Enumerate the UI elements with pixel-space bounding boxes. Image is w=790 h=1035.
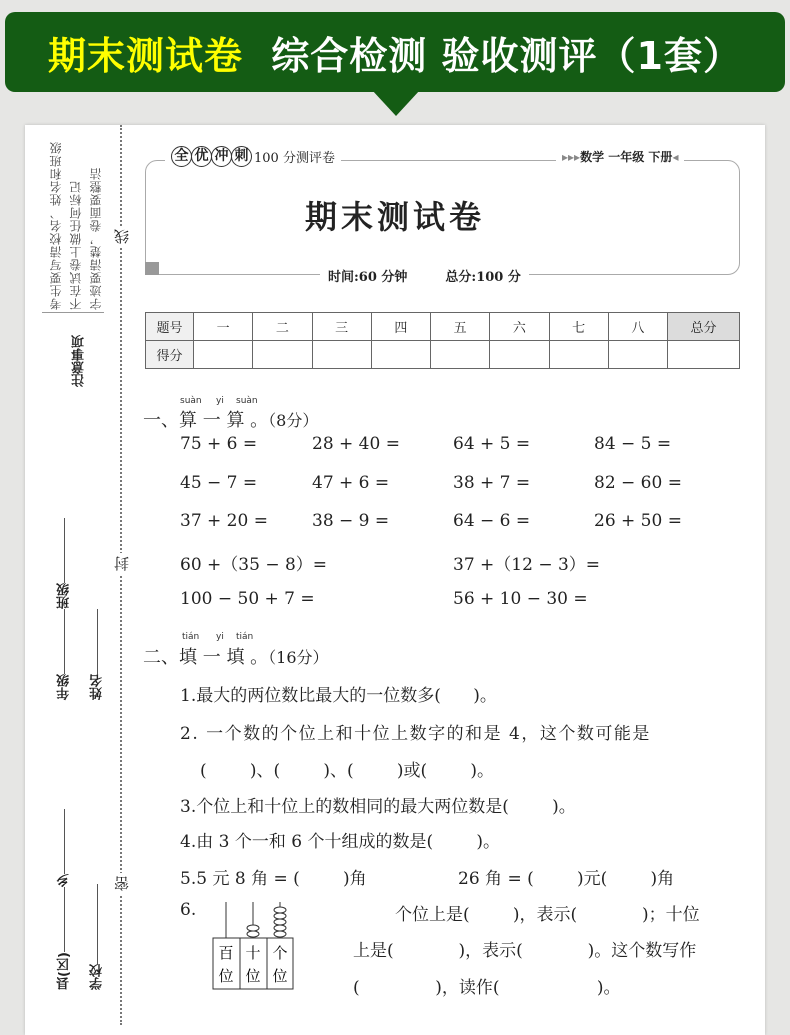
pinyin: tián — [182, 632, 200, 642]
page-title: 期末测试卷 — [304, 198, 485, 236]
section-number: 一、 — [143, 410, 179, 431]
abacus-label: 个 — [272, 944, 288, 962]
school-label: 学校 — [90, 964, 105, 990]
notes-title: 注意事项 — [72, 335, 87, 387]
column-header: 一 — [194, 313, 253, 341]
brand-char: 全 — [171, 146, 192, 167]
row-label: 题号 — [146, 313, 194, 341]
column-header: 六 — [490, 313, 549, 341]
arrows-right-icon: ▸▸▸ — [562, 150, 581, 164]
equation: 37 +（12 − 3）= — [453, 555, 601, 575]
pinyin: yi — [216, 396, 224, 406]
pinyin: suàn — [236, 396, 258, 406]
equation: 56 + 10 − 30 = — [453, 589, 588, 609]
abacus-bead — [274, 913, 286, 919]
question-4: 4.由 3 个一和 6 个十组成的数是( )。 — [180, 832, 500, 852]
abacus-bead — [274, 919, 286, 925]
banner-pointer — [372, 90, 420, 116]
corner-mark — [145, 262, 159, 275]
abacus-bead — [247, 931, 259, 937]
section-title: 算 一 算 。 — [179, 410, 269, 431]
score-cell[interactable] — [668, 341, 740, 369]
section-number: 二、 — [143, 647, 179, 668]
county-town-field — [55, 800, 74, 990]
column-header: 四 — [371, 313, 430, 341]
equation: 84 − 5 = — [594, 434, 672, 454]
equation: 38 − 9 = — [312, 511, 390, 531]
question-6-number: 6. — [180, 900, 197, 920]
grade-label: 年级 — [57, 674, 72, 700]
class-blank[interactable] — [65, 518, 66, 583]
score-cell[interactable] — [549, 341, 608, 369]
abacus-label: 十 — [245, 944, 261, 962]
seal-word-seal: 封 — [111, 553, 132, 574]
question-6-line2: 上是( )，表示( )。这个数写作 — [353, 941, 697, 961]
arrow-left-icon: ◂ — [672, 150, 679, 164]
score-table — [145, 312, 740, 369]
score-cell[interactable] — [253, 341, 312, 369]
question-1: 1.最大的两位数比最大的一位数多( )。 — [180, 686, 497, 706]
name-blank[interactable] — [98, 609, 99, 674]
question-5a: 5.5 元 8 角 = ( )角 — [180, 869, 367, 889]
question-2: 2. 一个数的个位上和十位上数字的和是 4，这个数可能是 — [180, 724, 651, 744]
brand-char: 冲 — [211, 146, 232, 167]
abacus-bead — [274, 931, 286, 937]
county-blank[interactable] — [65, 887, 66, 952]
banner-text: 综合检测 验收测评（1套） — [257, 33, 742, 78]
score-cell[interactable] — [194, 341, 253, 369]
abacus-label: 位 — [272, 967, 288, 985]
note-1: 考生要写清校名、姓名和班级 — [49, 141, 63, 310]
grade-blank[interactable] — [65, 609, 66, 674]
total-score: 总分:100 分 — [445, 270, 521, 285]
equation: 75 + 6 = — [180, 434, 258, 454]
county-label: 县(区) — [57, 952, 72, 990]
promo-banner — [5, 12, 785, 92]
note-3: 字迹要清楚，卷面要整洁 — [89, 167, 103, 310]
equation: 60 +（35 − 8）= — [180, 555, 328, 575]
town-blank[interactable] — [65, 809, 66, 874]
column-header: 总分 — [668, 313, 740, 341]
column-header: 八 — [608, 313, 667, 341]
score-cell[interactable] — [490, 341, 549, 369]
section2-heading — [143, 643, 329, 669]
section-score: （8分） — [268, 411, 319, 430]
column-header: 七 — [549, 313, 608, 341]
school-field — [88, 880, 107, 990]
abacus-label: 位 — [218, 967, 234, 985]
score-cell[interactable] — [312, 341, 371, 369]
table-row — [146, 313, 740, 341]
brand-char: 优 — [191, 146, 212, 167]
school-blank[interactable] — [98, 884, 99, 964]
question-2-blanks: ( )、( )、( )或( )。 — [200, 761, 494, 781]
equation: 100 − 50 + 7 = — [180, 589, 315, 609]
equation: 45 − 7 = — [180, 473, 258, 493]
brand — [165, 146, 341, 167]
table-row — [146, 341, 740, 369]
column-header: 五 — [431, 313, 490, 341]
section-score: （16分） — [268, 648, 329, 667]
town-label: 乡 — [57, 874, 72, 888]
equation: 38 + 7 = — [453, 473, 531, 493]
class-label: 班级 — [57, 583, 72, 609]
exam-meta — [320, 266, 529, 285]
abacus-diagram — [212, 902, 294, 990]
seal-word-secret: 密 — [111, 873, 132, 894]
brand-char: 刺 — [231, 146, 252, 167]
notes-divider — [42, 312, 104, 313]
equation: 82 − 60 = — [594, 473, 682, 493]
question-5b: 26 角 = ( )元( )角 — [458, 869, 675, 889]
abacus-label: 百 — [218, 944, 234, 962]
name-label: 姓名 — [90, 674, 105, 700]
subject-text: 数学 一年级 下册 — [580, 150, 673, 164]
subject-label — [556, 148, 684, 165]
pinyin: yi — [216, 632, 224, 642]
score-cell[interactable] — [608, 341, 667, 369]
banner-highlight: 期末测试卷 — [48, 33, 244, 78]
column-header: 三 — [312, 313, 371, 341]
abacus-bead — [274, 925, 286, 931]
equation: 64 + 5 = — [453, 434, 531, 454]
equation: 64 − 6 = — [453, 511, 531, 531]
time-limit: 时间:60 分钟 — [328, 270, 408, 285]
score-cell[interactable] — [431, 341, 490, 369]
brand-suffix: 100 分测评卷 — [254, 151, 335, 166]
seal-word-line: 线 — [111, 226, 132, 247]
score-cell[interactable] — [371, 341, 430, 369]
row-label: 得分 — [146, 341, 194, 369]
question-6-line1: 个位上是( )，表示( )；十位 — [395, 905, 700, 925]
grade-class-field — [55, 475, 74, 700]
pinyin: tián — [236, 632, 254, 642]
equation: 26 + 50 = — [594, 511, 682, 531]
abacus-label: 位 — [245, 967, 261, 985]
column-header: 二 — [253, 313, 312, 341]
question-6-line3: ( )，读作( )。 — [353, 978, 621, 998]
pinyin: suàn — [180, 396, 202, 406]
question-3: 3.个位上和十位上的数相同的最大两位数是( )。 — [180, 797, 576, 817]
note-2: 不在试卷上做任何标记 — [69, 180, 83, 310]
section1-heading — [143, 406, 318, 432]
section-title: 填 一 填 。 — [179, 647, 269, 668]
equation: 47 + 6 = — [312, 473, 390, 493]
equation: 37 + 20 = — [180, 511, 268, 531]
abacus-bead — [274, 907, 286, 913]
equation: 28 + 40 = — [312, 434, 400, 454]
name-field — [88, 610, 107, 700]
abacus-bead — [247, 925, 259, 931]
